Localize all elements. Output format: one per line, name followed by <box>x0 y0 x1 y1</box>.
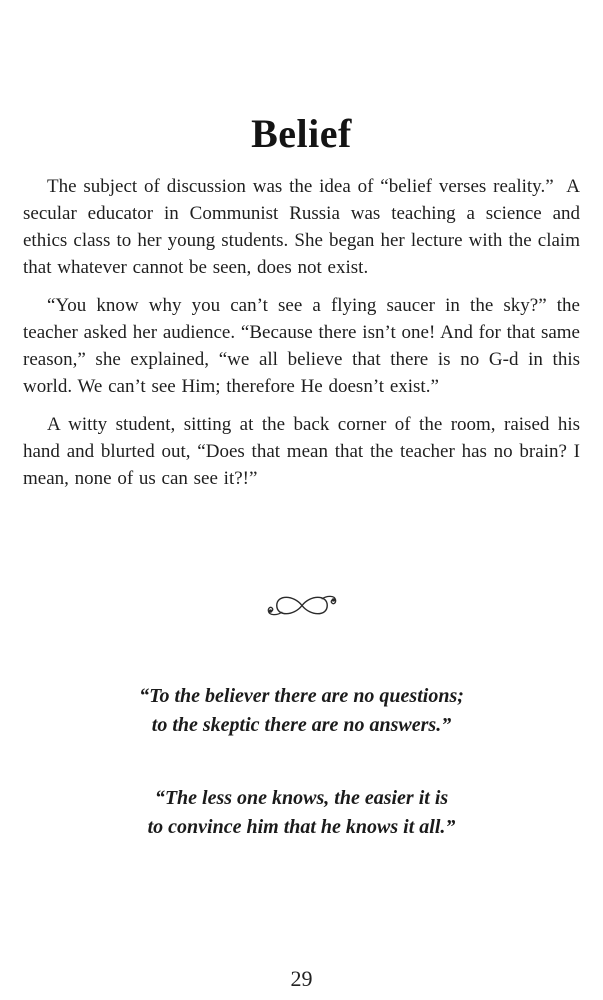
story-paragraph: A witty student, sitting at the back corner of the room, raised his hand and blurted out, “Does that mean that the teacher has no brain? I mean, none of us can see it?!” <box>23 414 580 489</box>
quote-block-knows <box>23 784 580 842</box>
flourish-divider-icon <box>265 592 339 619</box>
quote-block-believer <box>23 682 580 740</box>
flourish-divider <box>23 592 580 624</box>
quote-line: “To the believer there are no questions; <box>139 685 464 707</box>
quote-line: to the skeptic there are no answers.” <box>151 714 452 736</box>
page-number: 29 <box>290 966 313 991</box>
story-paragraph: The subject of discussion was the idea of “belief verses reality.” A secular educator in Communist Russia was teaching a science and ethics class to her young students. She began her lecture with the claim that whatever cannot be seen, does not exist. <box>23 176 580 278</box>
story-body <box>23 173 580 492</box>
page-title: Belief <box>251 111 352 156</box>
quote-line: to convince him that he knows it all.” <box>147 816 456 838</box>
quote-line: “The less one knows, the easier it is <box>154 787 449 809</box>
story-paragraph: “You know why you can’t see a flying saucer in the sky?” the teacher asked her audience. “Because there isn’t one! And for that same reason,” she explained, “we all believe that there is no G-d in this world. We can’t see Him; therefore He doesn’t exist.” <box>23 295 580 397</box>
